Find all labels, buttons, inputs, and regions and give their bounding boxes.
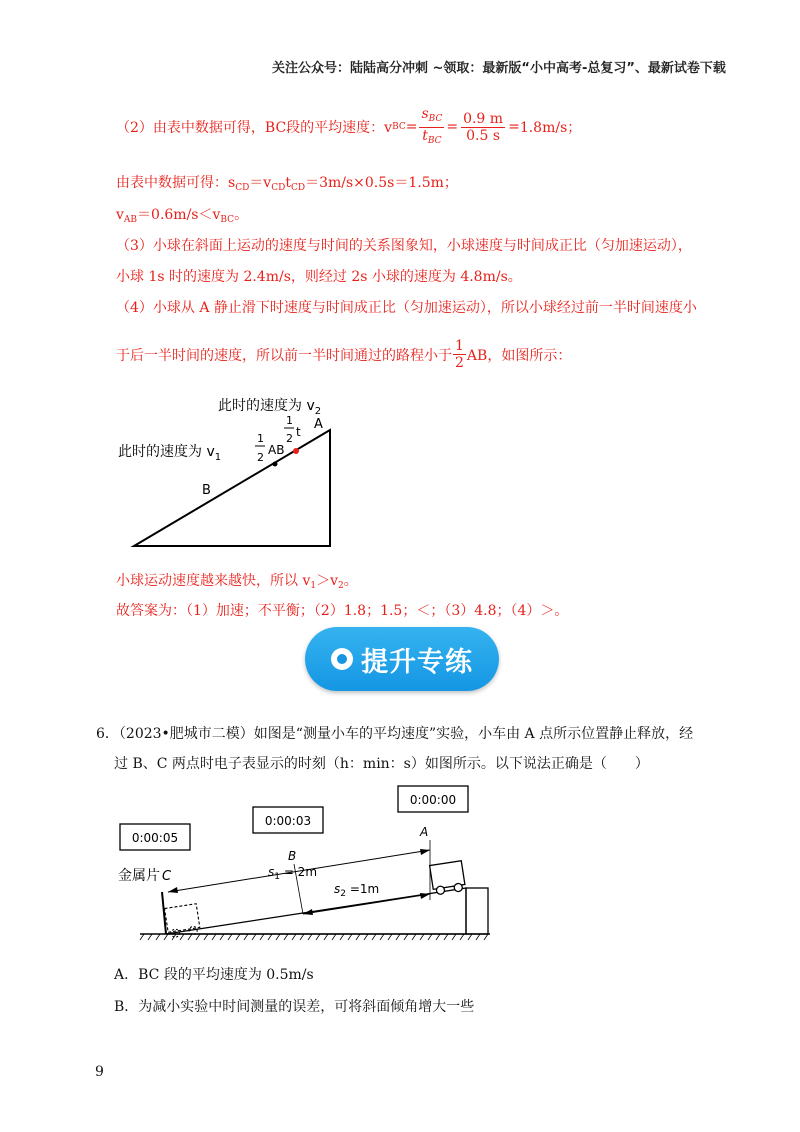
metal-plate-label: 金属片 xyxy=(118,868,160,884)
solution-part4-line1: （4）小球从 A 静止滑下时速度与时间成正比（匀加速运动），所以小球经过前一半时间速度小 xyxy=(116,300,697,316)
question6-line1: 6．（2023•肥城市二模）如图是“测量小车的平均速度”实验，小车由 A 点所示位置静止释放，经 xyxy=(96,726,694,742)
cart xyxy=(430,861,466,895)
clock-c-reading: 0:00:05 xyxy=(131,831,179,845)
s2-arrow xyxy=(303,894,430,914)
solution-vab-line: $v_{AB}=0.6m/s<v_{BC}$。 xyxy=(116,207,249,225)
midpoint-ab-dot xyxy=(273,462,278,467)
clock-a-reading: 0:00:00 xyxy=(409,793,457,807)
page-header: 关注公众号：陆陆高分冲刺 ~领取：最新版“小中高考-总复习”、最新试卷下载 xyxy=(272,61,726,76)
practice-section-badge: 提升专练 xyxy=(305,627,499,691)
point-c-label: C xyxy=(162,869,172,884)
sbc-over-tbc-fraction: $\frac{s_{BC}}{t_{BC}}$ xyxy=(421,105,443,146)
label-speed-v1: 此时的速度为 $v_1$ xyxy=(118,444,222,463)
cart-incline-diagram xyxy=(118,780,500,942)
s2-label: $s_2 =1m$ xyxy=(334,882,380,899)
half-t-den: 2 xyxy=(286,432,293,445)
half-t-num: 1 xyxy=(286,414,293,427)
point-a-label: A xyxy=(420,825,429,839)
solution-scd-line: 由表中数据可得：$s_{CD}=v_{CD}t_{CD}=3m/s\times 0.5s=1.5m$； xyxy=(116,175,458,193)
option-a: A．BC 段的平均速度为 0.5m/s xyxy=(114,967,314,983)
s2-arrowhead-right xyxy=(420,893,430,899)
solution-part2: （2）由表中数据可得，BC段的平均速度：v BC = $\frac{s_{BC}}{t_{BC}}$ = $\frac{0.9 m}{0.5 s}$ = 1.8m/s； xyxy=(116,107,581,147)
half-ab-den: 2 xyxy=(257,451,264,464)
s1-arrowhead-right xyxy=(420,849,430,855)
half-t-label: t xyxy=(296,425,301,439)
answer-summary: 故答案为：（1）加速；不平衡；（2）1.8；1.5；＜；（3）4.8；（4）＞。 xyxy=(116,603,569,619)
page-number: 9 xyxy=(95,1064,104,1080)
support-block xyxy=(466,888,488,934)
one-half-fraction: $\frac{1}{2}$ xyxy=(455,338,464,371)
point-a-label: A xyxy=(314,417,323,432)
option-b: B．为减小实验中时间测量的误差，可将斜面倾角增大一些 xyxy=(114,999,475,1015)
solution-part3-line1: （3）小球在斜面上运动的速度与时间的关系图象知，小球速度与时间成正比（匀加速运动）， xyxy=(116,238,692,254)
badge-bubble-icon xyxy=(331,648,353,670)
s2-arrowhead-left xyxy=(303,909,313,915)
s1-label: $s_1 = 2m$ xyxy=(268,865,318,882)
half-ab-label: AB xyxy=(268,443,285,457)
incline-speed-diagram xyxy=(110,390,350,552)
s1-arrowhead-left xyxy=(168,887,178,893)
distance-over-time-fraction: $\frac{0.9 m}{0.5 s}$ xyxy=(463,110,504,144)
clock-b-reading: 0:00:03 xyxy=(264,814,312,828)
label-speed-v2: 此时的速度为 $v_2$ xyxy=(218,398,322,417)
ground-hatching xyxy=(140,934,488,940)
point-b-label: B xyxy=(202,483,211,498)
solution-part3-line2: 小球 1s 时的速度为 2.4m/s，则经过 2s 小球的速度为 4.8m/s。 xyxy=(116,269,522,285)
half-ab-num: 1 xyxy=(257,432,264,445)
midpoint-time-dot xyxy=(293,448,299,454)
solution-conclusion: 小球运动速度越来越快，所以 $v_1>v_2$。 xyxy=(116,573,358,591)
point-b-label: B xyxy=(288,849,297,863)
solution-part4-line2: 于后一半时间的速度，所以前一半时间通过的路程小于 $\frac{1}{2}$ AB，如图所示： xyxy=(116,338,572,371)
question6-line2: 过 B、C 两点时电子表显示的时刻（h：min：s）如图所示。以下说法正确是（ ） xyxy=(114,756,649,772)
